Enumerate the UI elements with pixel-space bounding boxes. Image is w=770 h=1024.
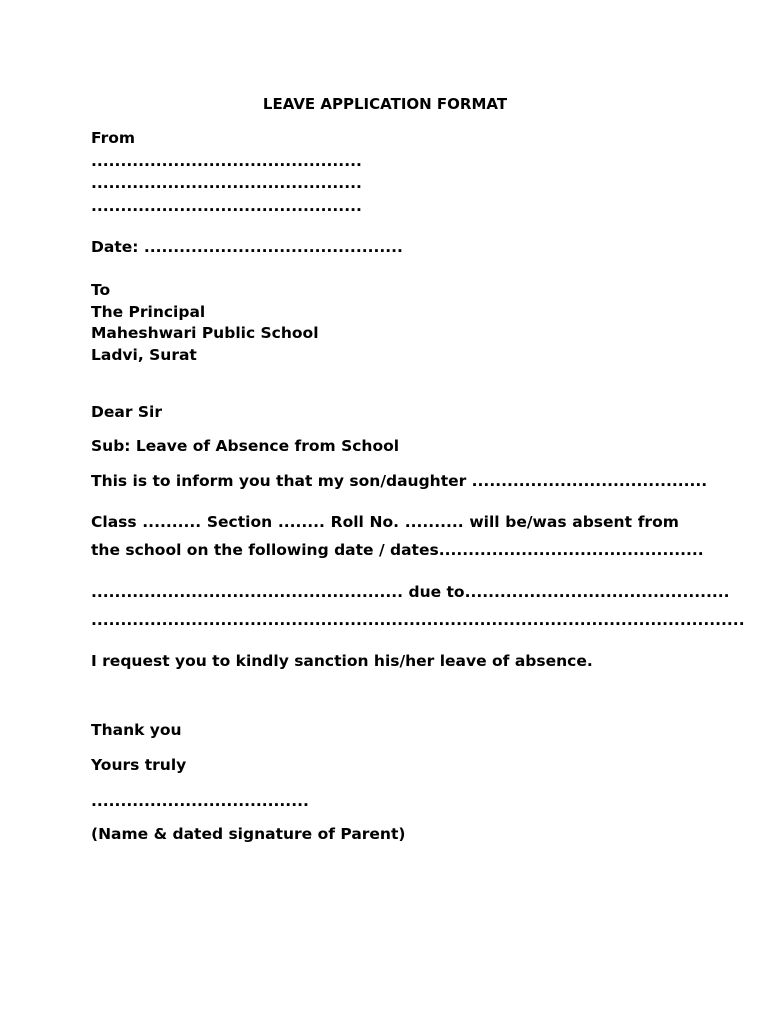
body-line-2	[91, 512, 679, 532]
body-word: from	[637, 513, 679, 531]
body-line-5: ...............................................................................................................	[91, 611, 745, 629]
body-word: Section	[206, 513, 273, 531]
date-line: Date: ............................................	[91, 238, 403, 256]
from-address-line-3: ..............................................	[91, 197, 362, 215]
signature-caption: (Name & dated signature of Parent)	[91, 825, 406, 843]
from-address-line-1: ..............................................	[91, 152, 362, 170]
body-word: will	[469, 513, 500, 531]
sign-off-line: Yours truly	[91, 756, 187, 774]
body-word: ..........	[142, 513, 202, 531]
body-line-4-right: .............................................	[464, 583, 730, 601]
body-line-4-left: ..................................................... due to	[91, 583, 465, 601]
from-label: From	[91, 129, 136, 147]
recipient-line-3: Ladvi, Surat	[91, 346, 197, 364]
body-line-3: the school on the following date / dates.............................................	[91, 541, 704, 559]
signature-line: .....................................	[91, 792, 309, 810]
body-word: ..........	[404, 513, 464, 531]
body-word: be/was	[505, 513, 567, 531]
thanks-line: Thank you	[91, 721, 182, 739]
body-word: Roll	[330, 513, 364, 531]
body-line-4	[91, 582, 730, 602]
body-word: ........	[277, 513, 325, 531]
salutation: Dear Sir	[91, 403, 162, 421]
request-line: I request you to kindly sanction his/her leave of absence.	[91, 652, 593, 670]
subject-line: Sub: Leave of Absence from School	[91, 437, 400, 455]
recipient-line-1: The Principal	[91, 303, 206, 321]
body-word: No.	[369, 513, 400, 531]
document-title: LEAVE APPLICATION FORMAT	[262, 95, 508, 113]
recipient-line-2: Maheshwari Public School	[91, 324, 319, 342]
body-word: absent	[572, 513, 632, 531]
from-address-line-2: ..............................................	[91, 174, 362, 192]
body-word: Class	[91, 513, 137, 531]
body-line-1: This is to inform you that my son/daughter ........................................	[91, 472, 708, 490]
to-label: To	[91, 281, 111, 299]
